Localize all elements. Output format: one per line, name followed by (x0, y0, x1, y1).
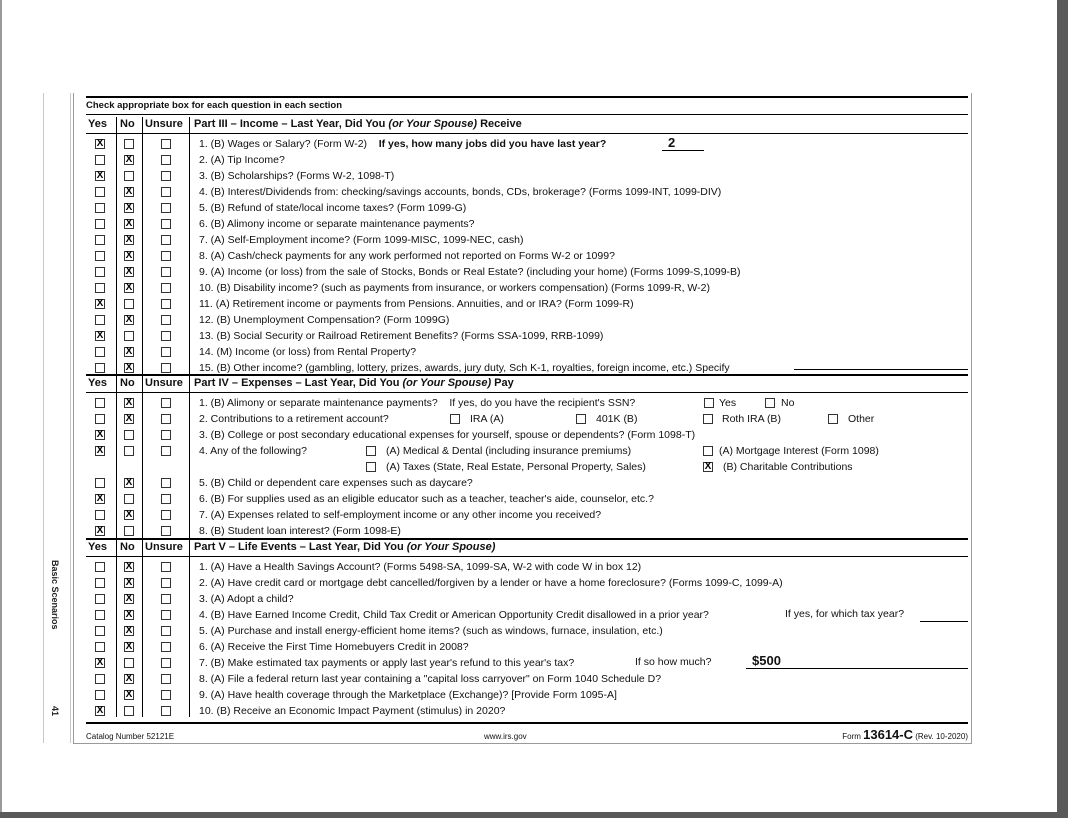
part3-q5-unsure-checkbox[interactable] (161, 203, 171, 213)
part4-q5-text: 5. (B) Child or dependent care expenses such as daycare? (199, 477, 473, 489)
header-yes: Yes (88, 118, 107, 130)
header-unsure: Unsure (145, 118, 183, 130)
part3-q9-yes-checkbox[interactable] (95, 267, 105, 277)
part5-q9-row (86, 687, 968, 703)
part5-q3-no-checkbox[interactable]: X (125, 593, 133, 604)
part5-q4-unsure-checkbox[interactable] (161, 610, 171, 620)
part4-q8-unsure-checkbox[interactable] (161, 526, 171, 536)
part5-q2-unsure-checkbox[interactable] (161, 578, 171, 588)
footer-rule (86, 722, 968, 724)
catalog-number: Catalog Number 52121E (86, 732, 175, 741)
part3-q2-unsure-checkbox[interactable] (161, 155, 171, 165)
side-tab-label: Basic Scenarios (50, 560, 60, 630)
part5-q4-yes-checkbox[interactable] (95, 610, 105, 620)
part3-q13-yes-checkbox[interactable]: X (96, 330, 104, 341)
part3-title: Part III – Income – Last Year, Did You (or Your Spouse) Receive (194, 118, 522, 130)
part3-q11-yes-checkbox[interactable]: X (96, 298, 104, 309)
part5-q6-row (86, 639, 968, 655)
part3-q2-yes-checkbox[interactable] (95, 155, 105, 165)
part3-q11-no-checkbox[interactable] (124, 299, 134, 309)
part4-q2-no-checkbox[interactable]: X (125, 413, 133, 424)
part5-q8-text: 8. (A) File a federal return last year containing a "capital loss carryover" on Form 1040 Schedule D? (199, 673, 662, 685)
part5-q2-row (86, 575, 968, 591)
form-13614c-page (73, 93, 972, 744)
part4-q4-row (86, 443, 968, 459)
part4-q1-no-checkbox[interactable]: X (125, 397, 133, 408)
part3-q1-no-checkbox[interactable] (124, 139, 134, 149)
part3-q15-no-checkbox[interactable]: X (125, 362, 133, 373)
page-number: 41 (50, 706, 60, 717)
part3-q3-yes-checkbox[interactable]: X (96, 170, 104, 181)
part3-q8-text: 8. (A) Cash/check payments for any work performed not reported on Forms W-2 or 1099? (199, 250, 615, 262)
part5-q9-unsure-checkbox[interactable] (161, 690, 171, 700)
part5-q4-no-checkbox[interactable]: X (125, 609, 133, 620)
part5-q4-text: 4. (B) Have Earned Income Credit, Child Tax Credit or American Opportunity Credit disallowed in a prior year? (199, 609, 709, 621)
part3-q2-text: 2. (A) Tip Income? (199, 154, 285, 166)
part5-q8-unsure-checkbox[interactable] (161, 674, 171, 684)
part4-q2-401k-checkbox[interactable] (576, 414, 586, 424)
part4-q8-yes-checkbox[interactable]: X (96, 525, 104, 536)
part4-q1-ssn-yes-label: Yes (719, 397, 737, 409)
side-tab (43, 93, 71, 743)
part3-q3-text: 3. (B) Scholarships? (Forms W-2, 1098-T) (199, 170, 395, 182)
part3-q4-row (86, 184, 968, 200)
part5-q2-no-checkbox[interactable]: X (125, 577, 133, 588)
part4-q4-medical-label: (A) Medical & Dental (including insurance premiums) (386, 445, 632, 457)
part3-q12-text: 12. (B) Unemployment Compensation? (Form 1099G) (199, 314, 450, 326)
part5-q9-yes-checkbox[interactable] (95, 690, 105, 700)
part3-q14-row (86, 344, 968, 360)
form-number: Form 13614-C (Rev. 10-2020) (842, 727, 968, 742)
part3-q9-unsure-checkbox[interactable] (161, 267, 171, 277)
part4-q4-charitable-label: (B) Charitable Contributions (723, 461, 853, 473)
part5-q3-row (86, 591, 968, 607)
part4-q4-yes-checkbox[interactable]: X (96, 445, 104, 456)
part5-q5-no-checkbox[interactable]: X (125, 625, 133, 636)
part3-q1-row (86, 136, 968, 152)
part5-title: Part V – Life Events – Last Year, Did You (or Your Spouse) (194, 541, 496, 553)
part3-q11-text: 11. (A) Retirement income or payments from Pensions. Annuities, and or IRA? (Form 1099-R) (199, 298, 634, 310)
part4-q4-unsure-checkbox[interactable] (161, 446, 171, 456)
part4-q4-row2 (86, 459, 968, 475)
part4-q2-ira-checkbox[interactable] (450, 414, 460, 424)
part5-q8-row (86, 671, 968, 687)
part3-q6-row (86, 216, 968, 232)
part3-q7-text: 7. (A) Self-Employment income? (Form 1099-MISC, 1099-NEC, cash) (199, 234, 524, 246)
part3-q14-yes-checkbox[interactable] (95, 347, 105, 357)
part3-q2-row (86, 152, 968, 168)
part5-q7-answer[interactable]: $500 (746, 653, 968, 669)
part4-q2-row (86, 411, 968, 427)
part5-q1-yes-checkbox[interactable] (95, 562, 105, 572)
part3-q14-text: 14. (M) Income (or loss) from Rental Property? (199, 346, 417, 358)
part4-q7-row (86, 507, 968, 523)
part5-q6-yes-checkbox[interactable] (95, 642, 105, 652)
part3-q5-row (86, 200, 968, 216)
part5-q4-row (86, 607, 968, 623)
part4-q8-row (86, 523, 968, 539)
part4-q1-row (86, 395, 968, 411)
part5-q1-text: 1. (A) Have a Health Savings Account? (Forms 5498-SA, 1099-SA, W-2 with code W in box 12) (199, 561, 642, 573)
part5-q8-no-checkbox[interactable]: X (125, 673, 133, 684)
part4-q1-ssn-no-label: No (781, 397, 795, 409)
part3-q5-no-checkbox[interactable]: X (125, 202, 133, 213)
part4-q4-taxes-checkbox[interactable] (366, 462, 376, 472)
part3-q8-unsure-checkbox[interactable] (161, 251, 171, 261)
part5-q2-yes-checkbox[interactable] (95, 578, 105, 588)
part4-q5-yes-checkbox[interactable] (95, 478, 105, 488)
part4-q8-text: 8. (B) Student loan interest? (Form 1098-E) (199, 525, 401, 537)
part5-q1-row (86, 559, 968, 575)
part4-q5-no-checkbox[interactable]: X (125, 477, 133, 488)
part4-q2-ira-label: IRA (A) (470, 413, 504, 425)
part4-q7-text: 7. (A) Expenses related to self-employment income or any other income you received? (199, 509, 602, 521)
part4-q3-yes-checkbox[interactable]: X (96, 429, 104, 440)
part3-q3-no-checkbox[interactable] (124, 171, 134, 181)
part3-q10-yes-checkbox[interactable] (95, 283, 105, 293)
part5-q10-text: 10. (B) Receive an Economic Impact Payment (stimulus) in 2020? (199, 705, 506, 717)
part3-q1-text: 1. (B) Wages or Salary? (Form W-2) If yes, how many jobs did you have last year? (199, 138, 607, 150)
part4-q1-ssn-yes-checkbox[interactable] (704, 398, 714, 408)
part5-header (86, 540, 968, 557)
part5-q9-no-checkbox[interactable]: X (125, 689, 133, 700)
website-link[interactable]: www.irs.gov (484, 732, 527, 741)
part5-q10-no-checkbox[interactable] (124, 706, 134, 716)
header-unsure: Unsure (145, 541, 183, 553)
part3-header (86, 117, 968, 134)
part3-q7-unsure-checkbox[interactable] (161, 235, 171, 245)
part4-q3-row (86, 427, 968, 443)
part4-q4-mortgage-checkbox[interactable] (703, 446, 713, 456)
part3-q12-yes-checkbox[interactable] (95, 315, 105, 325)
part3-q12-row (86, 312, 968, 328)
part4-q1-yes-checkbox[interactable] (95, 398, 105, 408)
part5-q1-unsure-checkbox[interactable] (161, 562, 171, 572)
part4-q2-roth-label: Roth IRA (B) (722, 413, 781, 425)
part5-q5-unsure-checkbox[interactable] (161, 626, 171, 636)
part5-q3-unsure-checkbox[interactable] (161, 594, 171, 604)
part4-q5-unsure-checkbox[interactable] (161, 478, 171, 488)
part3-q7-row (86, 232, 968, 248)
part3-q13-unsure-checkbox[interactable] (161, 331, 171, 341)
part4-q1-unsure-checkbox[interactable] (161, 398, 171, 408)
part4-q2-text: 2. Contributions to a retirement account? (199, 413, 389, 425)
part4-title: Part IV – Expenses – Last Year, Did You (or Your Spouse) Pay (194, 377, 514, 389)
part4-q4-mortgage-label: (A) Mortgage Interest (Form 1098) (719, 445, 879, 457)
part5-q3-yes-checkbox[interactable] (95, 594, 105, 604)
part5-q7-no-checkbox[interactable] (124, 658, 134, 668)
part3-q9-no-checkbox[interactable]: X (125, 266, 133, 277)
part3-q9-text: 9. (A) Income (or loss) from the sale of Stocks, Bonds or Real Estate? (including your home) (Forms 1099-S,1099-B) (199, 266, 741, 278)
part3-q10-text: 10. (B) Disability income? (such as payments from insurance, or workers compensation) (Forms 1099-R, W-2) (199, 282, 710, 294)
header-no: No (120, 377, 135, 389)
part4-q5-row (86, 475, 968, 491)
part3-q13-row (86, 328, 968, 344)
part3-q14-no-checkbox[interactable]: X (125, 346, 133, 357)
part5-q6-no-checkbox[interactable]: X (125, 641, 133, 652)
header-yes: Yes (88, 541, 107, 553)
part5-q6-text: 6. (A) Receive the First Time Homebuyers Credit in 2008? (199, 641, 469, 653)
instruction: Check appropriate box for each question in each section (86, 100, 343, 111)
part4-q7-no-checkbox[interactable]: X (125, 509, 133, 520)
part4-q4-medical-checkbox[interactable] (366, 446, 376, 456)
part5-q4-followup: If yes, for which tax year? (785, 608, 905, 620)
part3-q10-unsure-checkbox[interactable] (161, 283, 171, 293)
part4-q2-other-checkbox[interactable] (828, 414, 838, 424)
part3-q10-row (86, 280, 968, 296)
part4-q7-yes-checkbox[interactable] (95, 510, 105, 520)
part5-q7-text: 7. (B) Make estimated tax payments or apply last year's refund to this year's tax? (199, 657, 575, 669)
part3-q4-no-checkbox[interactable]: X (125, 186, 133, 197)
part5-q10-unsure-checkbox[interactable] (161, 706, 171, 716)
part5-q7-unsure-checkbox[interactable] (161, 658, 171, 668)
part3-q11-row (86, 296, 968, 312)
part4-q6-text: 6. (B) For supplies used as an eligible educator such as a teacher, teacher's aide, counselor, etc.? (199, 493, 654, 505)
part4-q2-yes-checkbox[interactable] (95, 414, 105, 424)
part3-q8-row (86, 248, 968, 264)
part5-q5-text: 5. (A) Purchase and install energy-efficient home items? (such as windows, furnace, insulation, etc.) (199, 625, 663, 637)
viewer-border-bottom (0, 812, 1068, 818)
part4-q6-no-checkbox[interactable] (124, 494, 134, 504)
part5-q7-yes-checkbox[interactable]: X (96, 657, 104, 668)
part4-q4-text: 4. Any of the following? (199, 445, 307, 457)
part3-q4-text: 4. (B) Interest/Dividends from: checking/savings accounts, bonds, CDs, brokerage? (Forms 1099-INT, 1099-DIV) (199, 186, 722, 198)
part3-q10-no-checkbox[interactable]: X (125, 282, 133, 293)
part3-q5-yes-checkbox[interactable] (95, 203, 105, 213)
viewer-border-left (0, 0, 2, 818)
part4-q4-charitable-checkbox[interactable]: X (704, 461, 712, 472)
part3-q11-unsure-checkbox[interactable] (161, 299, 171, 309)
part3-q3-unsure-checkbox[interactable] (161, 171, 171, 181)
instruction-rule (86, 114, 968, 115)
part4-q3-text: 3. (B) College or post secondary educational expenses for yourself, spouse or dependents? (Form 1098-T) (199, 429, 696, 441)
part5-q7-row (86, 655, 968, 671)
part5-q9-text: 9. (A) Have health coverage through the Marketplace (Exchange)? [Provide Form 1095-A] (199, 689, 617, 701)
part3-q8-yes-checkbox[interactable] (95, 251, 105, 261)
part3-q2-no-checkbox[interactable]: X (125, 154, 133, 165)
viewer-border-right (1057, 0, 1068, 818)
part3-q7-yes-checkbox[interactable] (95, 235, 105, 245)
part3-q15-unsure-checkbox[interactable] (161, 363, 171, 373)
part4-q8-no-checkbox[interactable] (124, 526, 134, 536)
part5-q10-yes-checkbox[interactable]: X (96, 705, 104, 716)
header-yes: Yes (88, 377, 107, 389)
part3-q3-row (86, 168, 968, 184)
part3-q4-yes-checkbox[interactable] (95, 187, 105, 197)
header-no: No (120, 541, 135, 553)
part5-q1-no-checkbox[interactable]: X (125, 561, 133, 572)
part4-q6-row (86, 491, 968, 507)
top-rule (86, 96, 968, 98)
part4-q7-unsure-checkbox[interactable] (161, 510, 171, 520)
part3-q13-no-checkbox[interactable] (124, 331, 134, 341)
part4-q2-401k-label: 401K (B) (596, 413, 638, 425)
part5-q3-text: 3. (A) Adopt a child? (199, 593, 294, 605)
part5-q6-unsure-checkbox[interactable] (161, 642, 171, 652)
part4-q3-no-checkbox[interactable] (124, 430, 134, 440)
part3-q1-yes-checkbox[interactable]: X (96, 138, 104, 149)
part3-q1-unsure-checkbox[interactable] (161, 139, 171, 149)
part4-q4-taxes-label: (A) Taxes (State, Real Estate, Personal Property, Sales) (386, 461, 646, 473)
part4-q4-no-checkbox[interactable] (124, 446, 134, 456)
part3-q7-no-checkbox[interactable]: X (125, 234, 133, 245)
part4-header (86, 376, 968, 393)
part4-q1-ssn-no-checkbox[interactable] (765, 398, 775, 408)
part3-q9-row (86, 264, 968, 280)
part5-q7-followup: If so how much? (635, 656, 712, 668)
part4-q6-unsure-checkbox[interactable] (161, 494, 171, 504)
part4-q6-yes-checkbox[interactable]: X (96, 493, 104, 504)
part3-q13-text: 13. (B) Social Security or Railroad Retirement Benefits? (Forms SSA-1099, RRB-1099) (199, 330, 604, 342)
part4-q2-roth-checkbox[interactable] (703, 414, 713, 424)
part5-q2-text: 2. (A) Have credit card or mortgage debt cancelled/forgiven by a lender or have a home foreclosure? (Forms 1099-C, 1099-A) (199, 577, 783, 589)
part4-q2-unsure-checkbox[interactable] (161, 414, 171, 424)
part3-q8-no-checkbox[interactable]: X (125, 250, 133, 261)
part4-q1-text: 1. (B) Alimony or separate maintenance payments? If yes, do you have the recipient's SSN? (199, 397, 636, 409)
part4-q2-other-label: Other (848, 413, 875, 425)
part5-q8-yes-checkbox[interactable] (95, 674, 105, 684)
part3-q5-text: 5. (B) Refund of state/local income taxes? (Form 1099-G) (199, 202, 467, 214)
part5-q5-row (86, 623, 968, 639)
part4-q3-unsure-checkbox[interactable] (161, 430, 171, 440)
part3-q12-unsure-checkbox[interactable] (161, 315, 171, 325)
part3-q6-unsure-checkbox[interactable] (161, 219, 171, 229)
part3-q15-yes-checkbox[interactable] (95, 363, 105, 373)
part3-q12-no-checkbox[interactable]: X (125, 314, 133, 325)
part3-q15-text: 15. (B) Other income? (gambling, lottery, prizes, awards, jury duty, Sch K-1, royalties, foreign income, etc.) Specify (199, 362, 730, 374)
part5-q10-row (86, 703, 968, 719)
part3-q15-row (86, 360, 968, 376)
header-unsure: Unsure (145, 377, 183, 389)
part3-q4-unsure-checkbox[interactable] (161, 187, 171, 197)
part5-q5-yes-checkbox[interactable] (95, 626, 105, 636)
part3-q14-unsure-checkbox[interactable] (161, 347, 171, 357)
part3-q6-text: 6. (B) Alimony income or separate maintenance payments? (199, 218, 475, 230)
part3-q1-answer[interactable]: 2 (662, 135, 704, 151)
header-no: No (120, 118, 135, 130)
part3-q6-yes-checkbox[interactable] (95, 219, 105, 229)
part3-q6-no-checkbox[interactable]: X (125, 218, 133, 229)
